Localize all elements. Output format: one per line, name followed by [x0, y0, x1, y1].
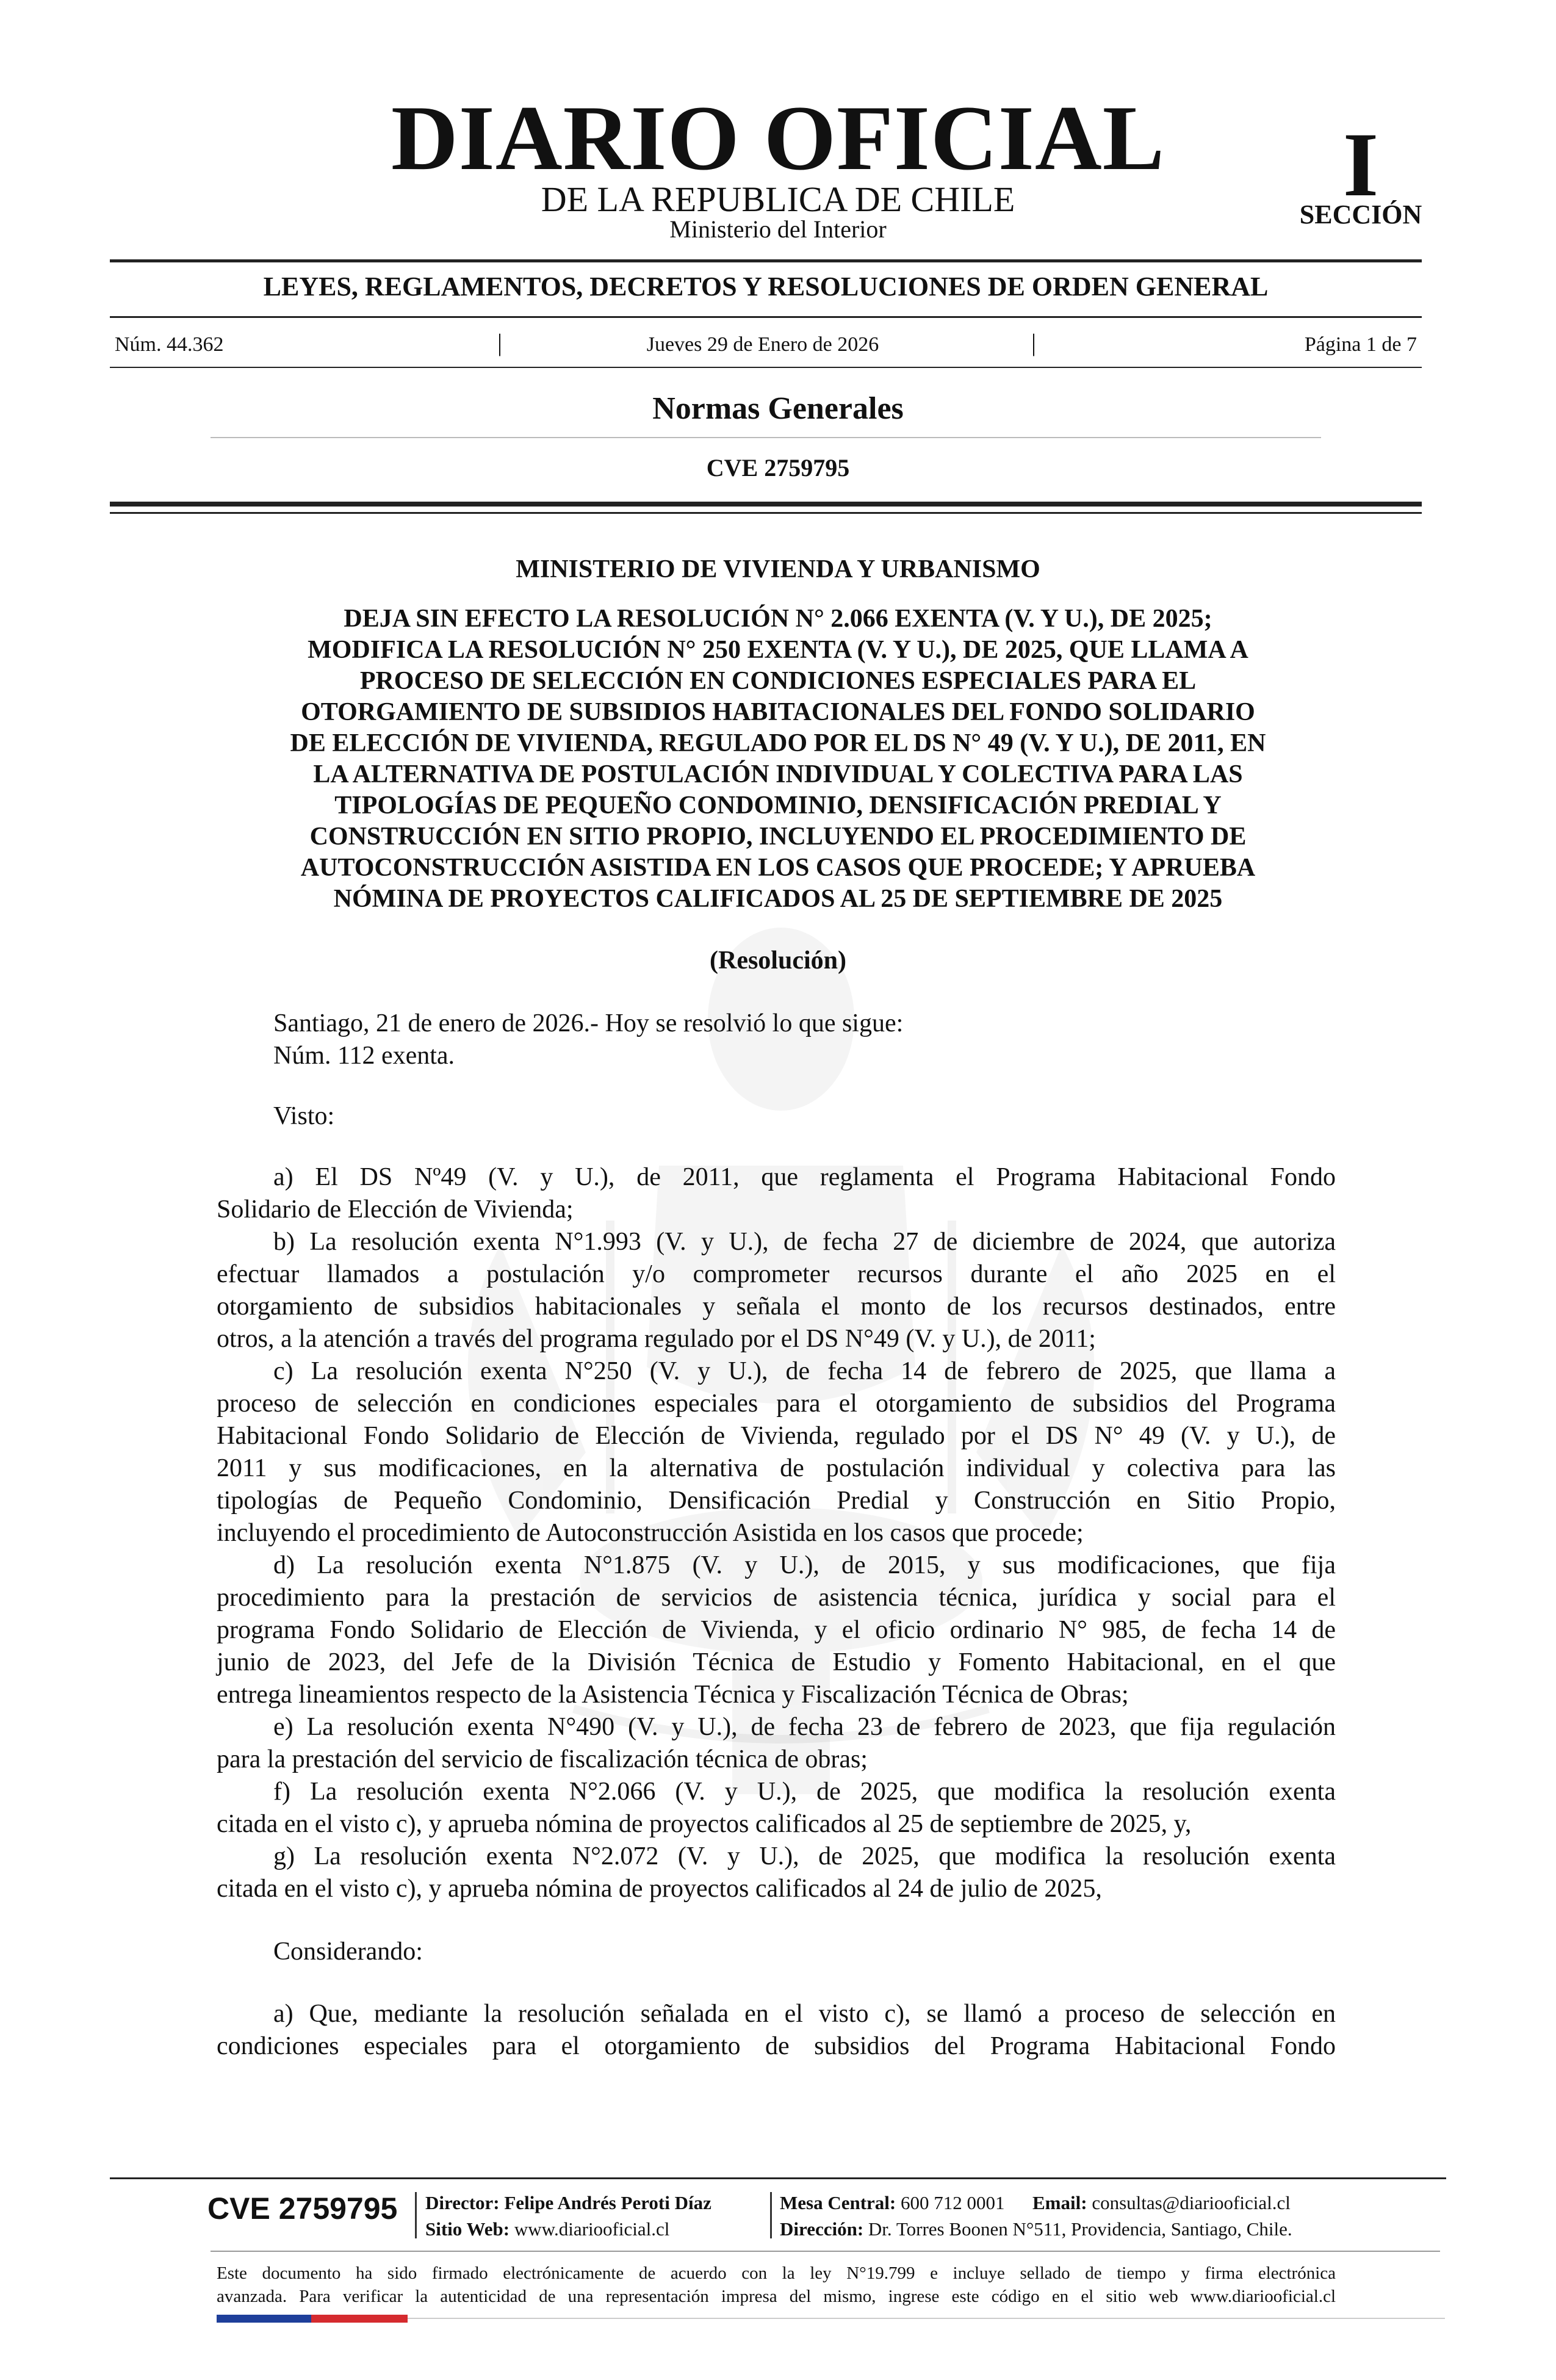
footer-website — [425, 2220, 669, 2238]
body-line: citada en el visto c), y aprueba nómina de proyectos calificados al 25 de septiembre de 2025, y, — [217, 1810, 1192, 1838]
thick-rule — [110, 502, 1422, 507]
issue-rule — [110, 367, 1422, 368]
director-label: Director: — [425, 2192, 500, 2213]
body-line: f) La resolución exenta N°2.066 (V. y U.), de 2025, que modifica la resolución exenta — [273, 1778, 1336, 1806]
issue-number: Núm. 44.362 — [115, 333, 224, 356]
footer-director — [425, 2193, 711, 2212]
resolution-title-line: TIPOLOGÍAS DE PEQUEÑO CONDOMINIO, DENSIFICACIÓN PREDIAL Y — [334, 792, 1222, 820]
body-line: programa Fondo Solidario de Elección de Vivienda, y el oficio ordinario N° 985, de fecha 14 de — [217, 1616, 1336, 1644]
body-line: otros, a la atención a través del programa regulado por el DS N°49 (V. y U.), de 2011; — [217, 1325, 1096, 1353]
phone-label: Mesa Central: — [780, 2192, 896, 2213]
signature-notice-line: Este documento ha sido firmado electrónicamente de acuerdo con la ley N°19.799 e incluye sellado de tiempo y firma electrónica — [217, 2263, 1336, 2283]
body-line: Visto: — [273, 1102, 335, 1130]
resolution-title-line: AUTOCONSTRUCCIÓN ASISTIDA EN LOS CASOS QUE PROCEDE; Y APRUEBA — [300, 854, 1256, 882]
resolution-title-line: MODIFICA LA RESOLUCIÓN N° 250 EXENTA (V. Y U.), DE 2025, QUE LLAMA A — [308, 636, 1248, 664]
category-rule — [110, 316, 1422, 318]
flag-stripe-blue — [217, 2315, 311, 2323]
body-line: efectuar llamados a postulación y/o comprometer recursos durante el año 2025 en el — [217, 1260, 1336, 1288]
body-line: otorgamiento de subsidios habitacionales y señala el monto de los recursos destinados, entre — [217, 1293, 1336, 1321]
issue-date: Jueves 29 de Enero de 2026 — [646, 333, 879, 356]
footer-divider — [770, 2192, 772, 2238]
address-text: Dr. Torres Boonen N°511, Providencia, Santiago, Chile. — [868, 2218, 1292, 2240]
resolution-title-line: DE ELECCIÓN DE VIVIENDA, REGULADO POR EL DS N° 49 (V. Y U.), DE 2011, EN — [290, 729, 1266, 757]
body-line: incluyendo el procedimiento de Autoconstrucción Asistida en los casos que procede; — [217, 1519, 1084, 1547]
issuing-ministry: MINISTERIO DE VIVIENDA Y URBANISMO — [516, 555, 1040, 583]
body-line: a) Que, mediante la resolución señalada en el visto c), se llamó a proceso de selección en — [273, 2000, 1336, 2028]
body-line: Santiago, 21 de enero de 2026.- Hoy se resolvió lo que sigue: — [273, 1009, 904, 1037]
resolution-title-line: CONSTRUCCIÓN EN SITIO PROPIO, INCLUYENDO EL PROCEDIMIENTO DE — [309, 823, 1247, 851]
body-line: Solidario de Elección de Vivienda; — [217, 1195, 574, 1224]
website-link[interactable]: www.diariooficial.cl — [514, 2218, 670, 2240]
resolution-title-line: PROCESO DE SELECCIÓN EN CONDICIONES ESPECIALES PARA EL — [359, 667, 1197, 695]
body-line: proceso de selección en condiciones especiales para el otorgamiento de subsidios del Programa — [217, 1390, 1336, 1418]
body-line: procedimiento para la prestación de servicios de asistencia técnica, jurídica y social para el — [217, 1584, 1336, 1612]
footer-rule — [110, 2177, 1446, 2179]
body-line: citada en el visto c), y aprueba nómina de proyectos calificados al 24 de julio de 2025, — [217, 1875, 1102, 1903]
body-line: para la prestación del servicio de fiscalización técnica de obras; — [217, 1745, 868, 1773]
email-link[interactable]: consultas@diariooficial.cl — [1092, 2192, 1291, 2213]
body-line: Núm. 112 exenta. — [273, 1042, 455, 1070]
body-line: a) El DS Nº49 (V. y U.), de 2011, que reglamenta el Programa Habitacional Fondo — [273, 1163, 1336, 1191]
body-line: Considerando: — [273, 1938, 423, 1966]
footer-contact — [780, 2193, 1291, 2212]
body-line: condiciones especiales para el otorgamiento de subsidios del Programa Habitacional Fondo — [217, 2032, 1336, 2060]
phone-number: 600 712 0001 — [901, 2192, 1005, 2213]
category-heading: LEYES, REGLAMENTOS, DECRETOS Y RESOLUCIONES DE ORDEN GENERAL — [263, 272, 1269, 301]
resolution-title-line: OTORGAMIENTO DE SUBSIDIOS HABITACIONALES DEL FONDO SOLIDARIO — [301, 698, 1255, 726]
resolution-title-line: NÓMINA DE PROYECTOS CALIFICADOS AL 25 DE SEPTIEMBRE DE 2025 — [333, 885, 1223, 913]
footer-inner-rule — [211, 2251, 1440, 2252]
section-rule — [211, 437, 1321, 438]
email-label: Email: — [1032, 2192, 1087, 2213]
body-line: 2011 y sus modificaciones, en la alternativa de postulación individual y colectiva para las — [217, 1454, 1336, 1482]
footer-address — [780, 2220, 1292, 2238]
issue-separator: | — [1031, 329, 1037, 356]
resolution-title-line: LA ALTERNATIVA DE POSTULACIÓN INDIVIDUAL Y COLECTIVA PARA LAS — [313, 760, 1243, 788]
director-name: Felipe Andrés Peroti Díaz — [504, 2192, 711, 2213]
body-line: tipologías de Pequeño Condominio, Densificación Predial y Construcción en Sitio Propio, — [217, 1487, 1336, 1515]
thin-rule — [110, 512, 1422, 514]
document-type: (Resolución) — [710, 947, 846, 975]
page-indicator: Página 1 de 7 — [1304, 333, 1417, 356]
footer-divider — [415, 2192, 417, 2238]
section-number: I — [1342, 114, 1379, 215]
issue-separator: | — [497, 329, 503, 356]
section-name: Normas Generales — [652, 391, 904, 426]
body-line: entrega lineamientos respecto de la Asistencia Técnica y Fiscalización Técnica de Obras; — [217, 1681, 1129, 1709]
footer-cve-code: CVE 2759795 — [207, 2191, 398, 2226]
cve-code: CVE 2759795 — [706, 454, 850, 481]
body-line: Habitacional Fondo Solidario de Elección de Vivienda, regulado por el DS N° 49 (V. y U.), de — [217, 1422, 1336, 1450]
body-line: c) La resolución exenta N°250 (V. y U.), de fecha 14 de febrero de 2025, que llama a — [273, 1357, 1336, 1385]
body-line: junio de 2023, del Jefe de la División Técnica de Estudio y Fomento Habitacional, en el que — [217, 1648, 1336, 1676]
resolution-title-line: DEJA SIN EFECTO LA RESOLUCIÓN N° 2.066 EXENTA (V. Y U.), DE 2025; — [344, 605, 1212, 633]
body-line: d) La resolución exenta N°1.875 (V. y U.), de 2015, y sus modificaciones, que fija — [273, 1551, 1336, 1579]
body-line: e) La resolución exenta N°490 (V. y U.), de fecha 23 de febrero de 2023, que fija regulación — [273, 1713, 1336, 1741]
newspaper-subtitle: DE LA REPUBLICA DE CHILE — [541, 179, 1015, 219]
flag-stripe-red — [311, 2315, 408, 2323]
newspaper-ministry: Ministerio del Interior — [669, 215, 887, 243]
masthead-rule — [110, 259, 1422, 262]
signature-notice-line: avanzada. Para verificar la autenticidad de una representación impresa del mismo, ingrese este código en el sitio web www.diariooficial.cl — [217, 2287, 1336, 2306]
body-line: g) La resolución exenta N°2.072 (V. y U.), de 2025, que modifica la resolución exenta — [273, 1842, 1336, 1870]
website-label: Sitio Web: — [425, 2218, 510, 2240]
section-label: SECCIÓN — [1299, 200, 1422, 229]
body-line: b) La resolución exenta N°1.993 (V. y U.), de fecha 27 de diciembre de 2024, que autoriza — [273, 1228, 1336, 1256]
flag-baseline — [408, 2318, 1445, 2319]
newspaper-title: DIARIO OFICIAL — [391, 87, 1165, 189]
address-label: Dirección: — [780, 2218, 864, 2240]
